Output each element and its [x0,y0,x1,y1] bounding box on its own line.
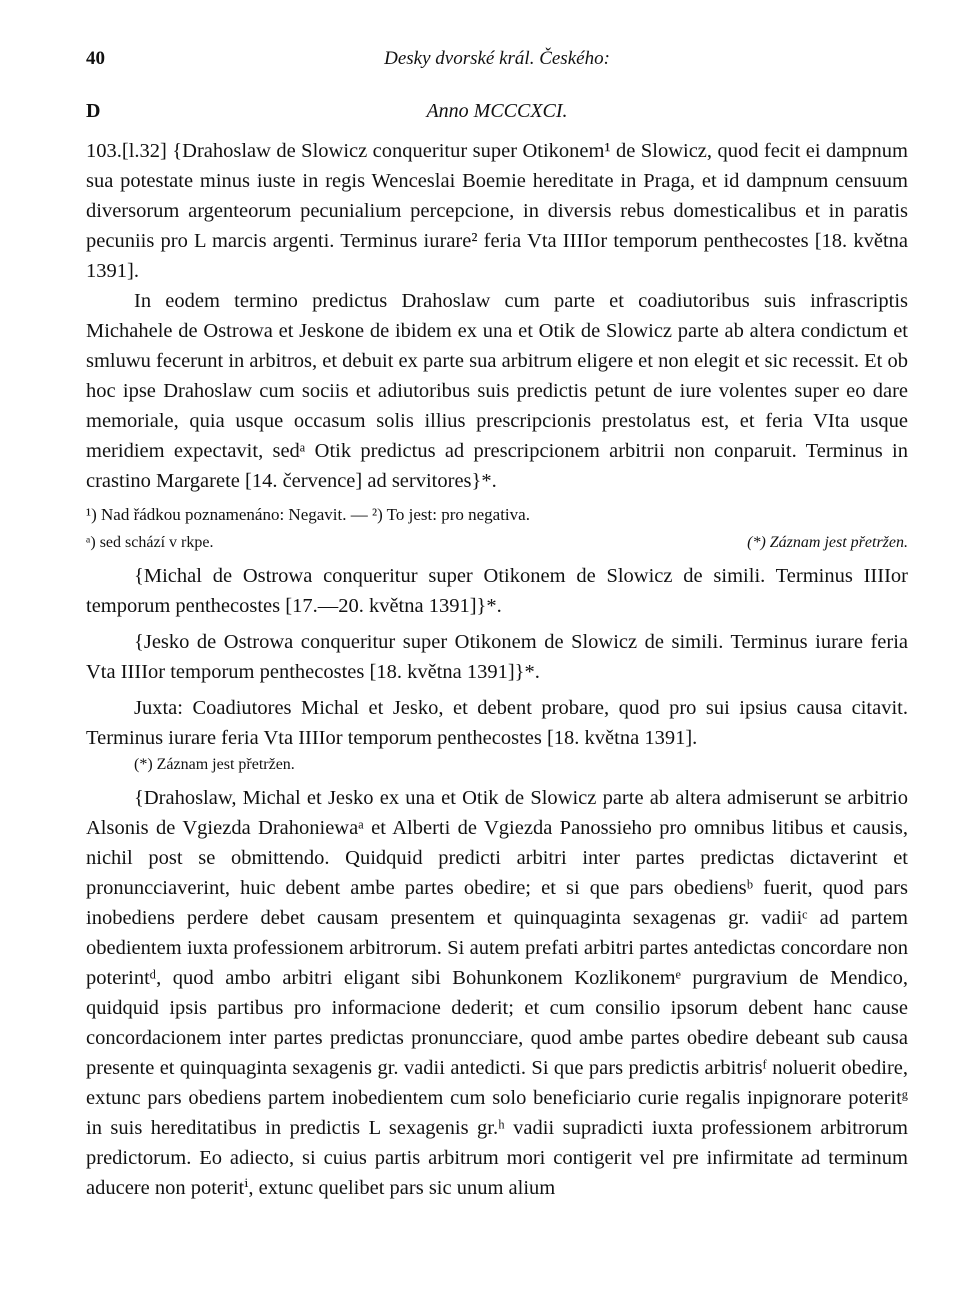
footnote-a: ᵃ) sed schází v rkpe. [86,534,214,551]
entry-103: 103.[l.32] {Drahoslaw de Slowicz conqueritur super Otikonem¹ de Slowicz, quod fecit ei dampnum sua potestate minus iuste in regis Wenceslai Boemie hereditate in Praga, et id dampnum censuum diversorum argenteorum pecunialium percepcione, in diversis rebus domesticalibus et in paratis pecuniis pro L marcis argenti. Terminus iurare² feria Vta IIIIor temporum penthecostes [18. května 1391]. [86,140,908,282]
document-page [86,48,908,1203]
footnote-row [86,531,908,555]
section-letter: D [86,100,101,122]
entry-jesko: {Jesko de Ostrowa conqueritur super Otikonem de Slowicz de simili. Terminus iurare feria Vta IIIIor temporum penthecostes [18. května 1391]}*. [86,631,908,683]
entry-103-continuation: In eodem termino predictus Drahoslaw cum parte et coadiutoribus suis infrascriptis Michahele de Ostrowa et Jeskone de ibidem ex una et Otik de Slowicz parte ab altera condictum et smluwu fecerunt in arbitros, et debuit ex parte sua arbitrum eligere et non elegit et sic recessit. Et ob hoc ipse Drahoslaw cum sociis et adiutoribus suis predictis petunt de iure volentes super eo dare memoriale, quia usque occasum solis illius prescripcionis prestolatus est, et feria VIta usque meridiem expectavit, sedᵃ Otik predictus ad prescripcionem arbitrii non conparuit. Terminus in crastino Margarete [14. července] ad servitores}*. [86,290,909,492]
running-header [86,48,908,76]
entry-arbitration: {Drahoslaw, Michal et Jesko ex una et Otik de Slowicz parte ab altera admiserunt se arbitrio Alsonis de Vgiezda Drahoniewaᵃ et Alberti de Vgiezda Panossieho pro omnibus litibus et causis, nichil post se obmittendo. Quidquid predicti arbitri inter partes predictas dictaverint et pronuncciaverint, huic debent ambe partes obedire; et si que pars obediensᵇ fuerit, quod pars inobediens perdere debet causam presentem et quinquaginta sexagenas gr. vadiiᶜ ad partem obedientem iuxta professionem arbitrorum. Si autem prefati arbitri partes antedictas concordare non poterintᵈ, quod ambo arbitri eligant sibi Bohunkonem Kozlikonemᵉ purgravium de Mendico, quidquid ipsis partibus pro informacione dederit; et cum consilio ipsorum debent hanc cause concordacionem inter partes predictas pronuncciare, quod ambe partes obedire debeant sub causa presente et quinquaginta sexagenis gr. vadii antedicti. Si que pars predictis arbitrisᶠ noluerit obedire, extunc pars obediens partem inobedientem cum solo beneficiario curie regalis inpignorare poteritᵍ in suis hereditatibus in predictis L sexagenis gr.ʰ vadii supradicti iuxta professionem arbitrorum predictorum. Eo adiecto, si cuius partis arbitrum mori contigerit vel pre infirmitate ad terminum aducere non poteritⁱ, extunc quelibet pars sic unum alium [86,787,908,1199]
entry-michal: {Michal de Ostrowa conqueritur super Otikonem de Slowicz de simili. Terminus IIIIor temporum penthecostes [17.—20. května 1391]}*. [86,565,908,617]
running-title: Desky dvorské král. Českého: [384,48,610,69]
year-heading: Anno MCCCXCI. [426,100,568,122]
footnote-star: (*) Záznam jest přetržen. [747,534,908,551]
entry-juxta: Juxta: Coadiutores Michal et Jesko, et debent probare, quod pro sui ipsius causa citavit. Terminus iurare feria Vta IIIIor temporum penthecostes [18. května 1391]. [86,697,908,749]
page-number: 40 [86,48,105,69]
section-header [86,100,908,136]
footnote-star-2: (*) Záznam jest přetržen. [134,756,295,773]
footnote-1-2: ¹) Nad řádkou poznamenáno: Negavit. — ²) To jest: pro negativa. [86,505,530,524]
